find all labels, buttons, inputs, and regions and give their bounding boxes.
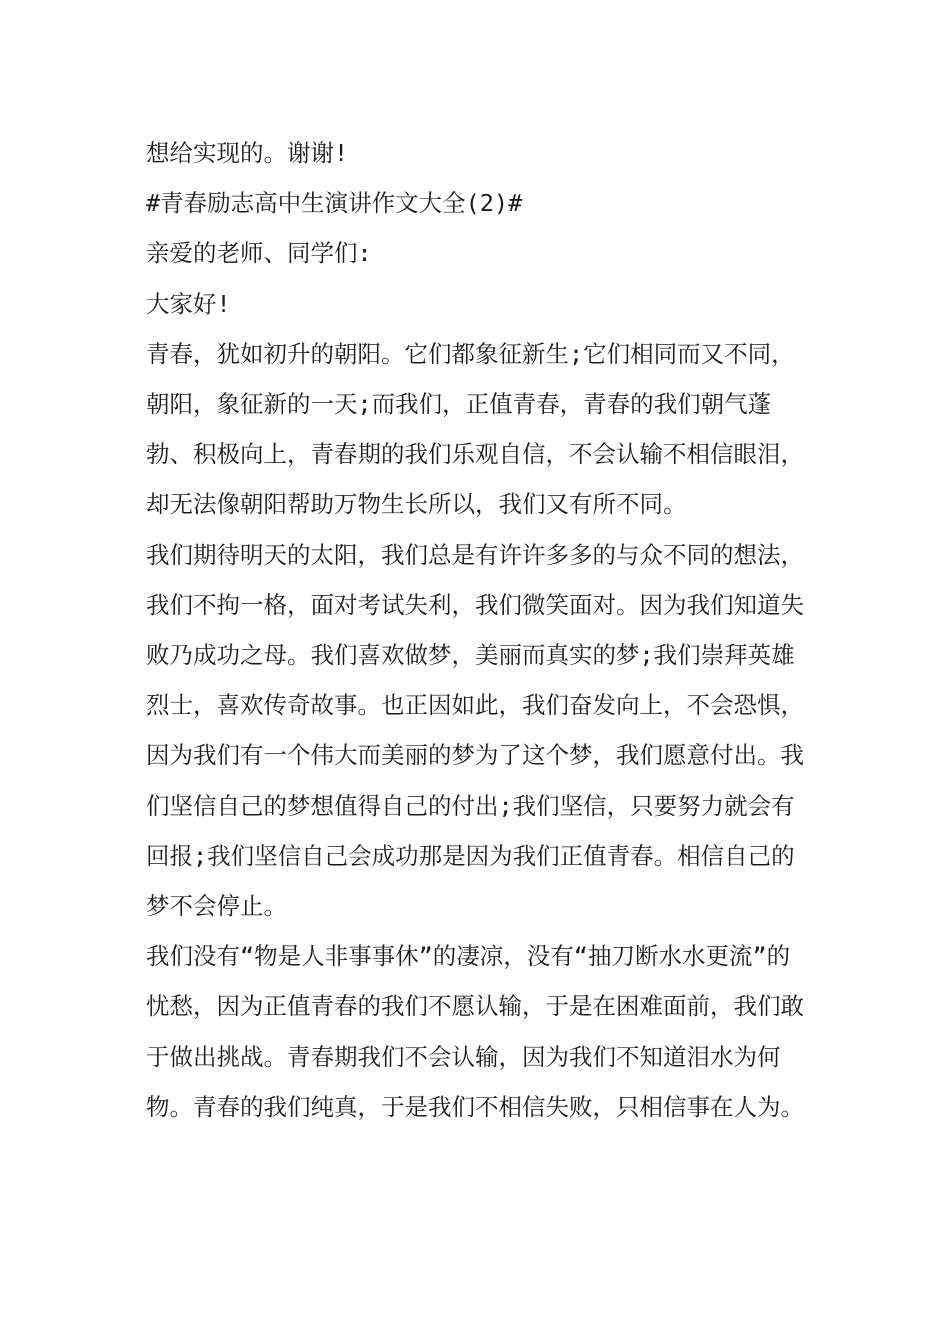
paragraph-greeting: 大家好!: [146, 289, 231, 318]
paragraph-body-3: 我们没有“物是人非事事休”的凄凉，没有“抽刀断水水更流”的忧愁，因为正值青春的我们不愿认输，于是在困难面前，我们敢于做出挑战。青春期我们不会认输，因为我们不知道泪水为何物。青春的我们纯真，于是我们不相信失败，只相信事在人为。: [146, 942, 804, 1121]
paragraph-salutation: 亲爱的老师、同学们:: [146, 239, 372, 268]
paragraph-closing-thanks: 想给实现的。谢谢!: [146, 139, 349, 167]
paragraph-body-1: 青春，犹如初升的朝阳。它们都象征新生;它们相同而又不同，朝阳，象征新的一天;而我们，正值青春，青春的我们朝气蓬勃、积极向上，青春期的我们乐观自信，不会认输不相信眼泪，却无法像朝阳帮助万物生长所以，我们又有所不同。: [146, 339, 804, 519]
document-body: [146, 128, 808, 1132]
section-heading: #青春励志高中生演讲作文大全(2)#: [146, 189, 523, 218]
paragraph-body-2: 我们期待明天的太阳，我们总是有许许多多的与众不同的想法，我们不拘一格，面对考试失利，我们微笑面对。因为我们知道失败乃成功之母。我们喜欢做梦，美丽而真实的梦;我们崇拜英雄烈士，喜欢传奇故事。也正因如此，我们奋发向上，不会恐惧，因为我们有一个伟大而美丽的梦为了这个梦，我们愿意付出。我们坚信自己的梦想值得自己的付出;我们坚信，只要努力就会有回报;我们坚信自己会成功那是因为我们正值青春。相信自己的梦不会停止。: [146, 540, 804, 921]
